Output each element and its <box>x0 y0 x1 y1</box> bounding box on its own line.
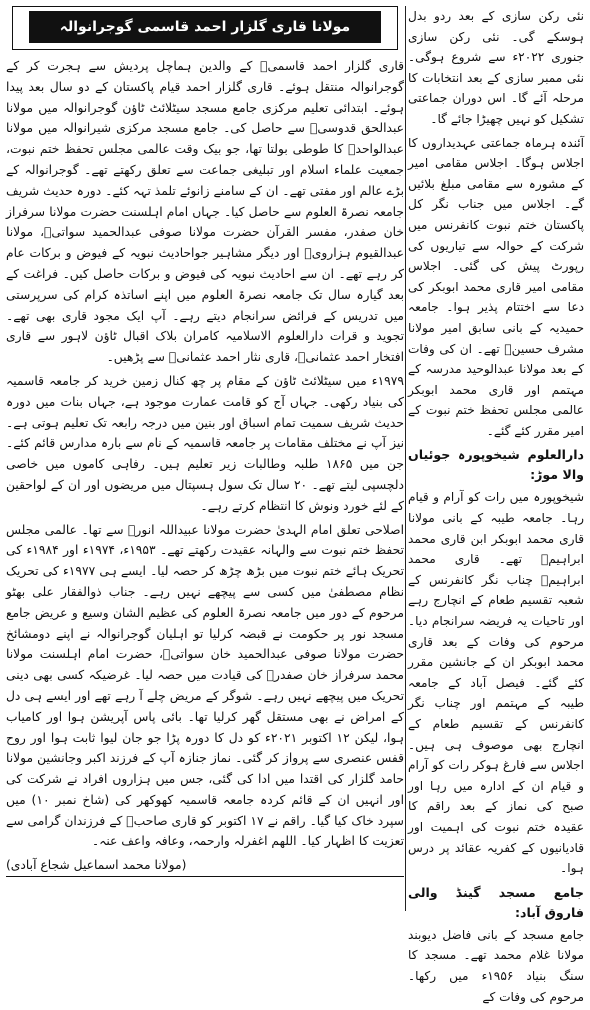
article-paragraph-2: ۱۹۷۹ء میں سیٹلائٹ ٹاؤن کے مقام پر چھ کنال زمین خرید کر جامعہ قاسمیہ کی بنیاد رکھی۔ جہاں آج کو قامت عمارت موجود ہے، جہاں بنات میں دورہ حدیث شریف سمیت تمام اسباق اور بنین میں درجہ رابعہ تک تعلیم ہوتی ہے۔ نیز آپ نے مختلف مقامات پر جامعہ قاسمیہ کے نام سے بارہ مدارس قائم کئے۔ جن میں ۱۸۶۵ طلبہ وطالبات زیر تعلیم ہیں۔ رفاہی کاموں میں خاصی دلچسپی لیتے تھے۔ ۲۰ سال تک سول ہسپتال میں مریضوں اور ان کے لواحقین کے لئے خورد ونوش کا انتظام کرتے رہے۔ <box>6 373 405 513</box>
article-paragraph-1: قاری گلزار احمد قاسمیؒ کے والدین ہماچل پردیش سے ہجرت کر کے گوجرانوالہ منتقل ہوئے۔ قاری گلزار احمد قیام پاکستان کے دو سال بعد پیدا ہوئے۔ ابتدائی تعلیم مرکزی جامع مسجد سیٹلائٹ ٹاؤن گوجرانوالہ میں مولانا عبدالحق قدوسیؒ سے حاصل کی۔ جامع مسجد مرکزی شیرانوالہ میں مولانا عبدالواحدؒ کا طوطی بولتا تھا، جو بیک وقت عالمی مجلس تحفظ ختم نبوت، جمعیت علماء اسلام اور تبلیغی جماعت سے تعلق رکھتے تھے۔ گوجرانوالہ کے بڑے عالم اور مفتی تھے۔ ان کے سامنے زانوئے تلمذ تہہ کئے۔ دورہ حدیث شریف جامعہ نصرۃ العلوم سے حاصل کیا۔ جہاں امام اہلسنت حضرت مولانا سرفراز خان صفدر، مفسر القرآن حضرت مولانا صوفی عبدالحمید سواتیؒ، مولانا عبدالقیوم ہزارویؒ اور دیگر مشاہیر جواحادیث نبویہ کے فیوض و برکات عام کر رہے تھے۔ ان سے احادیث نبویہ کی فیوض و برکات حاصل کیں۔ فراغت کے بعد گیارہ سال تک جامعہ نصرۃ العلوم میں اپنے اساتذہ کرام کی سرپرستی میں تدریس کے فرائض سرانجام دیتے رہے۔ آپ ایک مجود قاری بھی تھے۔ تجوید و قرات دارالعلوم الاسلامیہ کامران بلاک اقبال ٹاؤن لاہور سے قاری افتخار احمد عثمانیؒ، قاری نثار احمد عثمانیؒ سے پڑھیں۔ <box>6 59 404 365</box>
sidebar-paragraph-2: آئندہ ہرماہ جماعتی عہدیداروں کا اجلاس ہوگا۔ اجلاس مقامی امیر کے مشورہ سے مقامی مبلغ بلائیں گے۔ اجلاس میں جناب نگر کل پاکستان ختم نبوت کانفرنس میں شرکت کے حوالہ سے تیاریوں کی رپورٹ پیش کی گئی۔ اجلاس مقامی امیر قاری محمد ابوبکر کی دعا سے اختتام پذیر ہوا۔ جامعہ حمیدیہ کے بانی سابق امیر مولانا مشرف حسینؒ تھے۔ ان کی وفات کے بعد مولانا عبدالوحید مدرسہ کے مہتمم اور قاری محمد ابوبکر عالمی مجلس تحفظ ختم نبوت کے امیر مقرر کئے گئے۔ <box>408 135 584 438</box>
column-divider <box>405 6 406 911</box>
article-paragraph-3: اصلاحی تعلق امام الہدیٰ حضرت مولانا عبیداللہ انورؒ سے تھا۔ عالمی مجلس تحفظ ختم نبوت سے والہانہ عقیدت رکھتے تھے۔ ۱۹۵۳ء، ۱۹۷۴ء اور ۱۹۸۴ء کی تحریک ہائے ختم نبوت میں بڑھ چڑھ کر حصہ لیا۔ ایسے ہی ۱۹۷۷ء کی تحریک نظام مصطفیٰ میں کسی سے پیچھے نہیں رہے۔ جناب ذوالفقار علی بھٹو مرحوم کے دور میں جامعہ نصرۃ العلوم کی عظیم الشان وسیع و عریض جامع مسجد نور پر حکومت نے قبضہ کرلیا تو اہلیان گوجرانوالہ نے اپنے دومشائخ حضرت مولانا صوفی عبدالحمید خان سواتیؒ، حضرت امام اہلسنت مولانا محمد سرفراز خان صفدرؒ کی قیادت میں حصہ لیا۔ غرضیکہ کسی بھی دینی تحریک میں پیچھے نہیں رہے۔ شوگر کے مریض چلے آ رہے تھے اور ایسے ہی دل کے امراض نے بھی مستقل گھر کرلیا تھا۔ بائی پاس آپریشن ہوا اور کامیاب ہوا، لیکن ۱۲ اکتوبر ۲۰۲۱ء کو دل کا دورہ پڑا جو جان لیوا ثابت ہوا اور روح قفس عنصری سے پرواز کر گئی۔ نماز جنازہ آپ کے فرزند اکبر وجانشین مولانا حامد گلزار کی اقتدا میں ادا کی گئی، جس میں ہزاروں افراد نے شرکت کی اور انہیں ان کے قائم کردہ جامعہ قاسمیہ کھوکھر کی (شاخ نمبر ۱۰) میں سپرد خاک کیا گیا۔ راقم نے ۱۷ اکتوبر کو قاری صاحبؒ کے فرزندان گرامی سے تعزیت کا اظہار کیا۔ اللھم اغفرلہ وارحمہ، وعافہ واعف عنہ۔ <box>6 522 404 849</box>
sidebar-paragraph-4: جامع مسجد کے بانی فاضل دیوبند مولانا غلام محمد تھے۔ مسجد کا سنگ بنیاد ۱۹۵۶ء میں رکھا۔ مرحوم کی وفات کے <box>408 927 584 1004</box>
article-column <box>6 6 404 877</box>
sidebar-subhead-2: جامع مسجد گینڈ والی فاروق آباد: <box>408 884 584 920</box>
signature-block <box>6 855 404 877</box>
article-headline: مولانا قاری گلزار احمد قاسمی گوجرانوالہ <box>29 11 381 43</box>
sidebar-paragraph-3: شیخوپورہ میں رات کو آرام و قیام رہا۔ جامعہ طیبہ کے بانی مولانا قاری محمد ابوبکر ابن قاری محمد ابراہیمؒ تھے۔ قاری محمد ابراہیمؒ چناب نگر کانفرنس کے شعبہ تقسیم طعام کے انچارج رہے اور تاحیات یہ فریضہ سرانجام دیا۔ مرحوم کی وفات کے بعد قاری محمد ابوبکر ان کے جانشین مقرر کئے گئے۔ فیصل آباد کے جامعہ طیبہ کے مہتمم اور چناب نگر کانفرنس کے تقسیم طعام کے انچارج بھی موصوف ہی ہیں۔ اجلاس سے فارغ ہوکر رات کو آرام و قیام ان کے ادارہ میں رہا اور صبح کی نماز کے بعد راقم کا عقیدہ ختم نبوت کی اہمیت اور قادیانیوں کے کفریہ عقائد پر درس ہوا۔ <box>408 490 584 876</box>
author-signature: (مولانا محمد اسماعیل شجاع آبادی) <box>6 858 187 873</box>
sidebar-column <box>408 6 584 1010</box>
headline-frame <box>12 6 398 50</box>
sidebar-subhead-1: دارالعلوم شیخوپورہ جوئیاں والا موڑ: <box>408 447 584 483</box>
sidebar-intro: نئی رکن سازی کے بعد ردو بدل ہوسکے گی۔ نئی رکن سازی جنوری ۲۰۲۲ء سے شروع ہوگی۔ نئی ممبر سازی کے بعد انتخابات کا مرحلہ آئے گا۔ اس دوران جماعتی تشکیل کو نہیں چھیڑا جائے گا۔ <box>408 9 585 126</box>
